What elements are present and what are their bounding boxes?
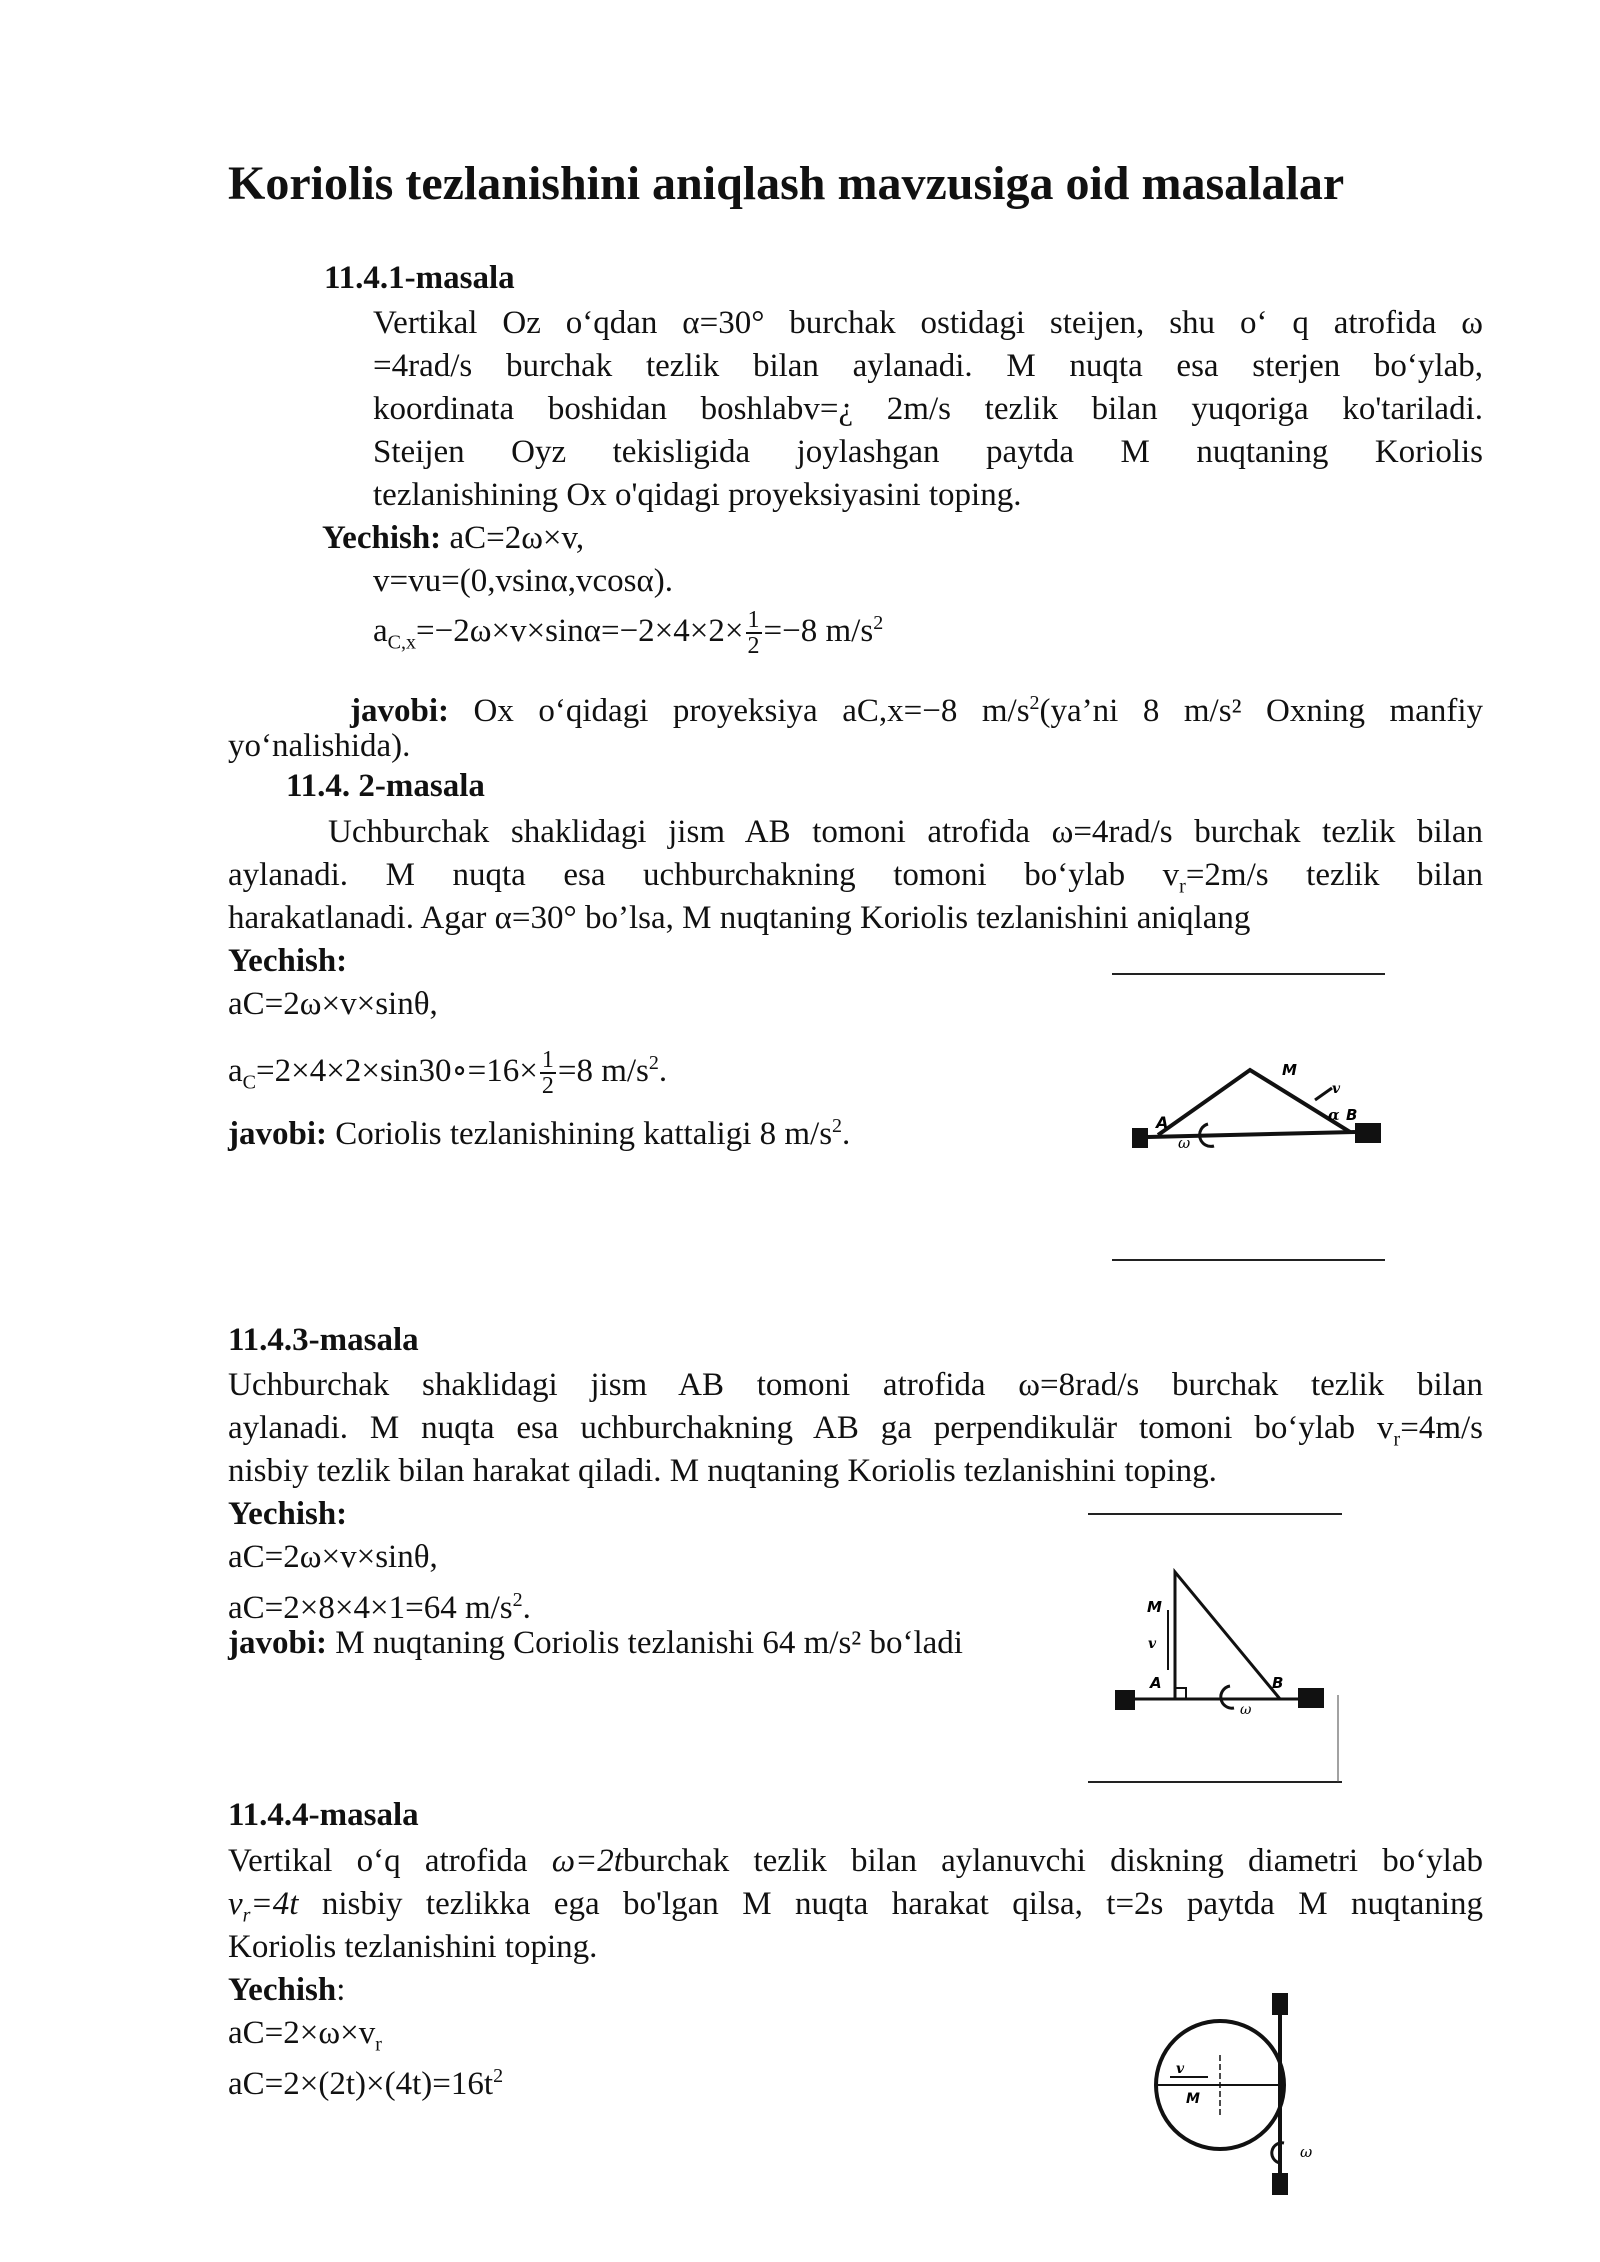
eq-part: aC=2×8×4×1=64 m/s [228,1590,513,1626]
eq-part: a [228,1053,243,1089]
eq-part: a [373,613,388,649]
figure-2-label-omega: ω [1240,1702,1252,1718]
eq-part: . [658,1053,668,1089]
figure-3-label-m: M [1186,2091,1200,2107]
problem-1-line-2: =4rad/s burchak tezlik bilan aylanadi. M nuqta esa sterjen bo‘ylab, [373,348,1483,384]
solution-colon: : [336,1972,346,2008]
figure-2-triangle [1175,1572,1280,1699]
problem-1-heading: 11.4.1-masala [324,260,515,296]
line-text: Vertikal o‘q atrofida [228,1843,552,1879]
figure-2-right-angle-mark [1175,1688,1186,1699]
figure-2-label-a: A [1150,1674,1162,1692]
figure-1-bearing-left [1132,1128,1148,1148]
figure-3-disk-diagram [1110,1985,1350,2205]
eq-subscript: C [242,1071,256,1094]
answer-text: . [842,1116,851,1152]
problem-1-answer-cont: yo‘nalishida). [228,728,411,764]
problem-3-heading: 11.4.3-masala [228,1322,419,1358]
solution-label: Yechish [228,1972,337,2008]
answer-label: javobi: [228,1116,327,1152]
line-text: =4m/s [1400,1410,1483,1446]
problem-4-heading: 11.4.4-masala [228,1797,419,1833]
page-title: Koriolis tezlanishini aniqlash mavzusiga oid masalalar [228,157,1345,210]
problem-3-answer [228,1622,963,1665]
problem-1-line-4: Steijen Oyz tekisligida joylashgan paytda M nuqtaning Koriolis [373,434,1483,470]
problem-2-heading: 11.4. 2-masala [286,768,485,804]
eq-superscript: 2 [648,1052,659,1074]
problem-3-line-1: Uchburchak shaklidagi jism AB tomoni atrofida ω=8rad/s burchak tezlik bilan [228,1367,1483,1403]
line-text: aylanadi. M nuqta esa uchburchakning AB ga perpendikulär tomoni bo‘ylab v [228,1410,1394,1446]
line-text: =2m/s tezlik bilan [1185,857,1484,893]
figure-1-label-b: B [1346,1106,1358,1124]
figure-1-label-v: v [1332,1081,1341,1097]
figure-2-label-v: v [1148,1636,1157,1652]
figure-3-label-v: v [1176,2061,1185,2077]
fraction [540,1048,556,1098]
figure-1-bearing-right [1355,1123,1381,1143]
answer-text: Ox o‘qidagi proyeksiya aC,x=−8 m/s [449,693,1030,729]
figure-2-label-b: B [1272,1674,1284,1692]
line-math: =4t [250,1886,299,1922]
line-math: v [228,1886,243,1922]
figure-1-label-omega: ω [1178,1134,1191,1152]
eq-part: =2×4×2×sin30∘=16× [256,1053,538,1089]
problem-3-solution-label: Yechish: [228,1496,348,1532]
problem-2-answer [228,1105,850,1156]
line-subscript: r [242,1904,251,1927]
figure-1-velocity-arrow [1315,1088,1332,1100]
fraction-denominator: 2 [747,633,760,660]
figure-1-label-a: A [1156,1113,1169,1132]
solution-label: Yechish: [322,520,442,556]
problem-1-eq-1: v=vu=(0,vsinα,vcosα). [373,563,674,599]
answer-superscript: 2 [1029,692,1040,714]
fraction-numerator: 1 [747,607,760,634]
problem-1-line-5: tezlanishining Ox o'qidagi proyeksiyasini toping. [373,477,1022,513]
eq-part: =−2ω×v×sinα=−2×4×2× [416,613,744,649]
figure-1-label-m: M [1282,1061,1297,1079]
line-subscript: r [1393,1428,1401,1451]
problem-4-solution [228,1969,345,2012]
fraction [746,608,762,658]
figure-2-bearing-left [1115,1690,1135,1710]
line-math: ω=2t [551,1843,623,1879]
figure-1-triangle [1158,1070,1350,1135]
problem-4-eq-2 [228,2055,503,2106]
answer-text: (ya’ni 8 m/s² Oxning manfiy [1039,693,1483,729]
eq-superscript: 2 [493,2065,504,2087]
problem-2-solution-label: Yechish: [228,943,348,979]
problem-2-eq-1: aC=2ω×v×sinθ, [228,986,438,1022]
eq-part: . [522,1590,531,1626]
figure-1-triangle-diagram [1100,960,1400,1270]
solution-formula: aC=2ω×v, [441,520,585,556]
answer-superscript: 2 [832,1115,843,1137]
problem-1-line-1: Vertikal Oz o‘qdan α=30° burchak ostidagi steijen, shu o‘ q atrofida ω [373,305,1483,341]
eq-part: =−8 m/s [763,613,874,649]
problem-2-line-1: Uchburchak shaklidagi jism AB tomoni atrofida ω=4rad/s burchak tezlik bilan [328,814,1483,850]
fraction-numerator: 1 [541,1047,554,1074]
eq-subscript: r [375,2033,382,2056]
line-subscript: r [1179,875,1186,898]
eq-superscript: 2 [873,612,884,634]
answer-text: Coriolis tezlanishining kattaligi 8 m/s [327,1116,833,1152]
figure-3-bearing-bottom [1272,2173,1288,2195]
answer-label: javobi: [228,1625,327,1661]
line-text: aylanadi. M nuqta esa uchburchakning tomoni bo‘ylab v [228,857,1180,893]
figure-3-rotation-arrow [1272,2143,1284,2163]
fraction-denominator: 2 [541,1073,554,1100]
eq-superscript: 2 [512,1589,523,1611]
figure-1-label-alpha: α [1328,1106,1340,1124]
problem-2-line-3: harakatlanadi. Agar α=30° bo’lsa, M nuqtaning Koriolis tezlanishini aniqlang [228,900,1251,936]
problem-1-eq-2 [373,602,883,665]
problem-1-line-3: koordinata boshidan boshlabv=¿ 2m/s tezlik bilan yuqoriga ko'tariladi. [373,391,1483,427]
line-text: burchak tezlik bilan aylanuvchi diskning diametri bo‘ylab [622,1843,1483,1879]
eq-part: aC=2×ω×v [228,2015,376,2051]
problem-1-answer [350,682,1483,733]
problem-1-solution [322,517,584,560]
line-text: nisbiy tezlikka ega bo'lgan M nuqta harakat qilsa, t=2s paytda M nuqtaning [298,1886,1483,1922]
figure-2-rotation-arrow [1221,1686,1234,1708]
eq-part: aC=2×(2t)×(4t)=16t [228,2066,494,2102]
answer-text: M nuqtaning Coriolis tezlanishi 64 m/s² bo‘ladi [327,1625,963,1661]
eq-subscript: C,x [387,631,416,654]
figure-2-bearing-right [1298,1688,1324,1708]
figure-2-label-m: M [1147,1598,1162,1616]
problem-2-eq-2 [228,1042,667,1105]
problem-3-line-3: nisbiy tezlik bilan harakat qiladi. M nuqtaning Koriolis tezlanishini toping. [228,1453,1217,1489]
eq-part: =8 m/s [557,1053,649,1089]
figure-2-right-triangle-diagram [1080,1500,1350,1795]
problem-3-eq-1: aC=2ω×v×sinθ, [228,1539,438,1575]
figure-3-bearing-top [1272,1993,1288,2015]
answer-label: javobi: [350,693,449,729]
problem-4-line-3: Koriolis tezlanishini toping. [228,1929,598,1965]
problem-4-line-1 [228,1840,1483,1883]
figure-3-label-omega: ω [1300,2143,1313,2161]
